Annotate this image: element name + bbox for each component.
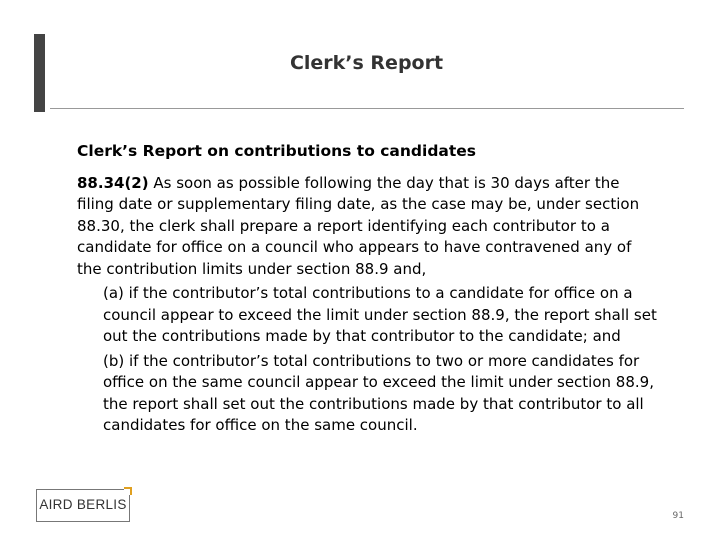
- section-heading: Clerk’s Report on contributions to candidates: [77, 142, 477, 160]
- clause-a: (a) if the contributor’s total contributions to a candidate for office on a council appear to exceed the limit under section 88.9, the report shall set out the contributions made by that contributor to the candidate; and: [103, 284, 657, 345]
- slide-content: [77, 141, 657, 437]
- subsection-number: (2): [124, 173, 149, 192]
- accent-bar: [34, 34, 45, 112]
- clause-b: (b) if the contributor’s total contributions to two or more candidates for office on the same council appear to exceed the limit under section 88.9, the report shall set out the contributions made by that contributor to all candidates for office on the same council.: [103, 351, 654, 434]
- slide-title: Clerk’s Report: [289, 52, 444, 74]
- section-paragraph: [77, 173, 657, 281]
- logo-text: AIRD BERLIS: [39, 497, 127, 512]
- section-body: As soon as possible following the day that is 30 days after the filing date or supplementary filing date, as the case may be, under section 88.30, the clerk shall prepare a report identifying each contributor to a candidate for office on a council who appears to have contravened any of the contribution limits under section 88.9 and,: [77, 173, 640, 278]
- aird-berlis-logo: [36, 489, 130, 522]
- page-number: 91: [672, 511, 684, 521]
- section-number: 88.34: [77, 173, 125, 192]
- logo-corner-accent: [124, 487, 132, 495]
- title-divider: [50, 108, 684, 109]
